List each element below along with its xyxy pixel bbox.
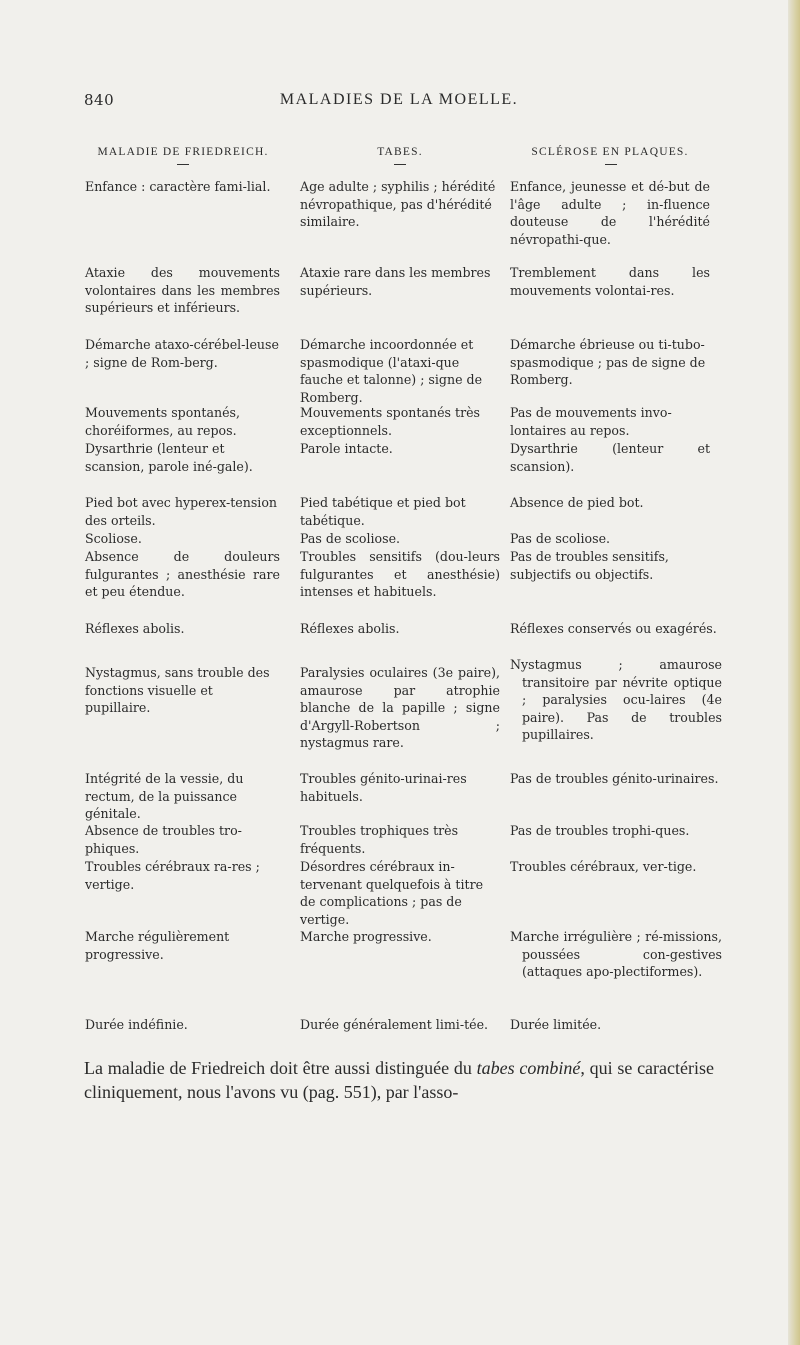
friedreich-entry: Démarche ataxo-cérébel-leuse ; signe de Rom-berg. [85,337,279,370]
friedreich-entry: Durée indéfinie. [85,1017,188,1032]
sclerose-entry: Pas de troubles génito-urinaires. [510,771,719,786]
tabes-entry: Désordres cérébraux in-tervenant quelquefois à titre de complications ; pas de vertige. [300,859,484,927]
sclerose-entry: Pas de scoliose. [510,531,611,546]
tabes-entry: Pas de scoliose. [300,531,401,546]
friedreich-entry: Réflexes abolis. [85,621,185,636]
friedreich-entry: Absence de douleurs fulgurantes ; anesthésie rare et peu étendue. [85,549,280,599]
column-rule [177,164,189,165]
tabes-entry: Pied tabétique et pied bot tabétique. [300,495,466,528]
friedreich-entry: Troubles cérébraux ra-res ; vertige. [85,859,260,892]
paragraph-text: , qui se caractérise cliniquement, nous l'avons vu (pag. 551), par l'asso- [84,1058,714,1102]
friedreich-entry: Dysarthrie (lenteur et scansion, parole iné-gale). [85,441,253,474]
tabes-entry: Démarche incoordonnée et spasmodique (l'ataxi-que fauche et talonne) ; signe de Romberg. [300,337,483,405]
column-rule [394,164,406,165]
sclerose-entry: Tremblement dans les mouvements volontai-res. [510,265,710,298]
tabes-entry: Durée généralement limi-tée. [300,1017,489,1032]
page-edge [788,0,800,1345]
tabes-entry: Marche progressive. [300,929,432,944]
friedreich-entry: Mouvements spontanés, choréiformes, au repos. [85,405,241,438]
paragraph-text: La maladie de Friedreich doit être aussi distinguée du [84,1058,477,1078]
friedreich-entry: Absence de troubles tro-phiques. [85,823,242,856]
tabes-entry: Troubles génito-urinai-res habituels. [300,771,467,804]
sclerose-entry: Pas de troubles trophi-ques. [510,823,690,838]
friedreich-entry: Pied bot avec hyperex-tension des orteils. [85,495,278,528]
friedreich-entry: Scoliose. [85,531,142,546]
column-rule [605,164,617,165]
friedreich-entry: Nystagmus, sans trouble des fonctions visuelle et pupillaire. [85,665,270,715]
sclerose-entry: Dysarthrie (lenteur et scansion). [510,441,710,474]
page-number: 840 [84,91,115,109]
sclerose-entry: Nystagmus ; amaurose transitoire par névrite optique ; paralysies ocu-laires (4e paire). Pas de troubles pupillaires. [510,657,722,742]
sclerose-entry: Marche irrégulière ; ré-missions, poussées con-gestives (attaques apo-plectiformes). [510,929,722,979]
running-head [84,91,714,117]
tabes-entry: Parole intacte. [300,441,393,456]
column-title-sclerose: SCLÉROSE EN PLAQUES. [531,146,689,158]
sclerose-entry: Durée limitée. [510,1017,602,1032]
sclerose-entry: Enfance, jeunesse et dé-but de l'âge adulte ; in-fluence douteuse de l'hérédité névropathi-que. [510,179,710,247]
tabes-entry: Troubles sensitifs (dou-leurs fulgurantes et anesthésie) intenses et habituels. [300,549,500,599]
friedreich-entry: Enfance : caractère fami-lial. [85,179,271,194]
column-title-friedreich: MALADIE DE FRIEDREICH. [97,146,269,158]
friedreich-entry: Marche régulièrement progressive. [85,929,230,962]
sclerose-entry: Absence de pied bot. [510,495,644,510]
tabes-entry: Paralysies oculaires (3e paire), amaurose par atrophie blanche de la papille ; signe d'Argyll-Robertson ; nystagmus rare. [300,665,500,750]
friedreich-entry: Ataxie des mouvements volontaires dans les membres supérieurs et inférieurs. [85,265,280,315]
sclerose-entry: Réflexes conservés ou exagérés. [510,621,717,636]
sclerose-entry: Démarche ébrieuse ou ti-tubo-spasmodique ; pas de signe de Romberg. [510,337,706,387]
tabes-entry: Age adulte ; syphilis ; hérédité névropathique, pas d'hérédité similaire. [300,179,496,229]
paragraph-emphasis: tabes combiné [476,1058,581,1078]
tabes-entry: Troubles trophiques très fréquents. [300,823,459,856]
running-title: MALADIES DE LA MOELLE. [279,91,519,108]
body-paragraph [84,1056,714,1104]
sclerose-entry: Troubles cérébraux, ver-tige. [510,859,697,874]
tabes-entry: Réflexes abolis. [300,621,400,636]
column-title-tabes: TABES. [377,146,423,158]
tabes-entry: Ataxie rare dans les membres supérieurs. [300,265,491,298]
sclerose-entry: Pas de mouvements invo-lontaires au repos. [510,405,672,438]
sclerose-entry: Pas de troubles sensitifs, subjectifs ou objectifs. [510,549,669,582]
friedreich-entry: Intégrité de la vessie, du rectum, de la puissance génitale. [85,771,244,821]
tabes-entry: Mouvements spontanés très exceptionnels. [300,405,481,438]
